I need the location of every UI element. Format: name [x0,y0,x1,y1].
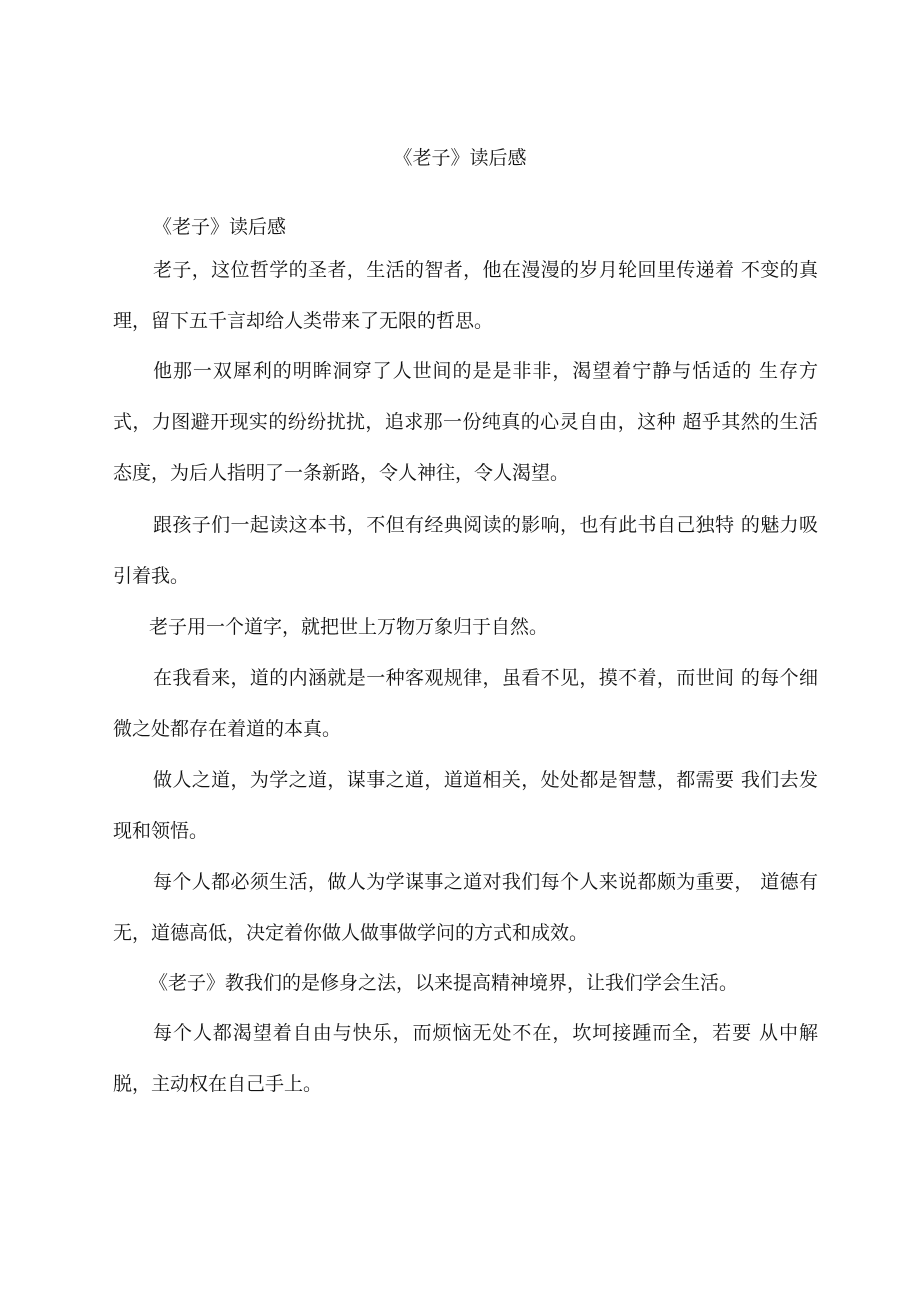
document-title: 《老子》读后感 [393,147,527,169]
paragraph-3: 跟孩子们一起读这本书，不但有经典阅读的影响，也有此书自己独特 的魅力吸引着我。 [113,514,818,587]
paragraph-6: 做人之道，为学之道，谋事之道，道道相关，处处都是智慧，都需要 我们去发现和领悟。 [113,769,818,842]
paragraph-1: 老子，这位哲学的圣者，生活的智者，他在漫漫的岁月轮回里传递着 不变的真理，留下五千言却给人类带来了无限的哲思。 [113,259,818,332]
paragraph-9: 每个人都渴望着自由与快乐，而烦恼无处不在，坎坷接踵而全，若要 从中解脱，主动权在自己手上。 [113,1022,818,1095]
paragraph-4: 老子用一个道字，就把世上万物万象归于自然。 [149,616,549,638]
paragraph-7: 每个人都必须生活，做人为学谋事之道对我们每个人来说都颇为重要， 道德有无，道德高低，决定着你做人做事做学问的方式和成效。 [113,871,818,944]
paragraph-subtitle: 《老子》读后感 [153,216,287,238]
paragraph-5: 在我看来，道的内涵就是一种客观规律，虽看不见，摸不着，而世间 的每个细微之处都存在着道的本真。 [113,667,818,740]
paragraph-8: 《老子》教我们的是修身之法，以来提高精神境界，让我们学会生活。 [149,972,739,994]
paragraph-2: 他那一双犀利的明眸洞穿了人世间的是是非非，渴望着宁静与恬适的 生存方式，力图避开现实的纷纷扰扰，追求那一份纯真的心灵自由，这种 超乎其然的生活态度，为后人指明了一条新路，令人神往，令人渴望。 [113,360,818,484]
